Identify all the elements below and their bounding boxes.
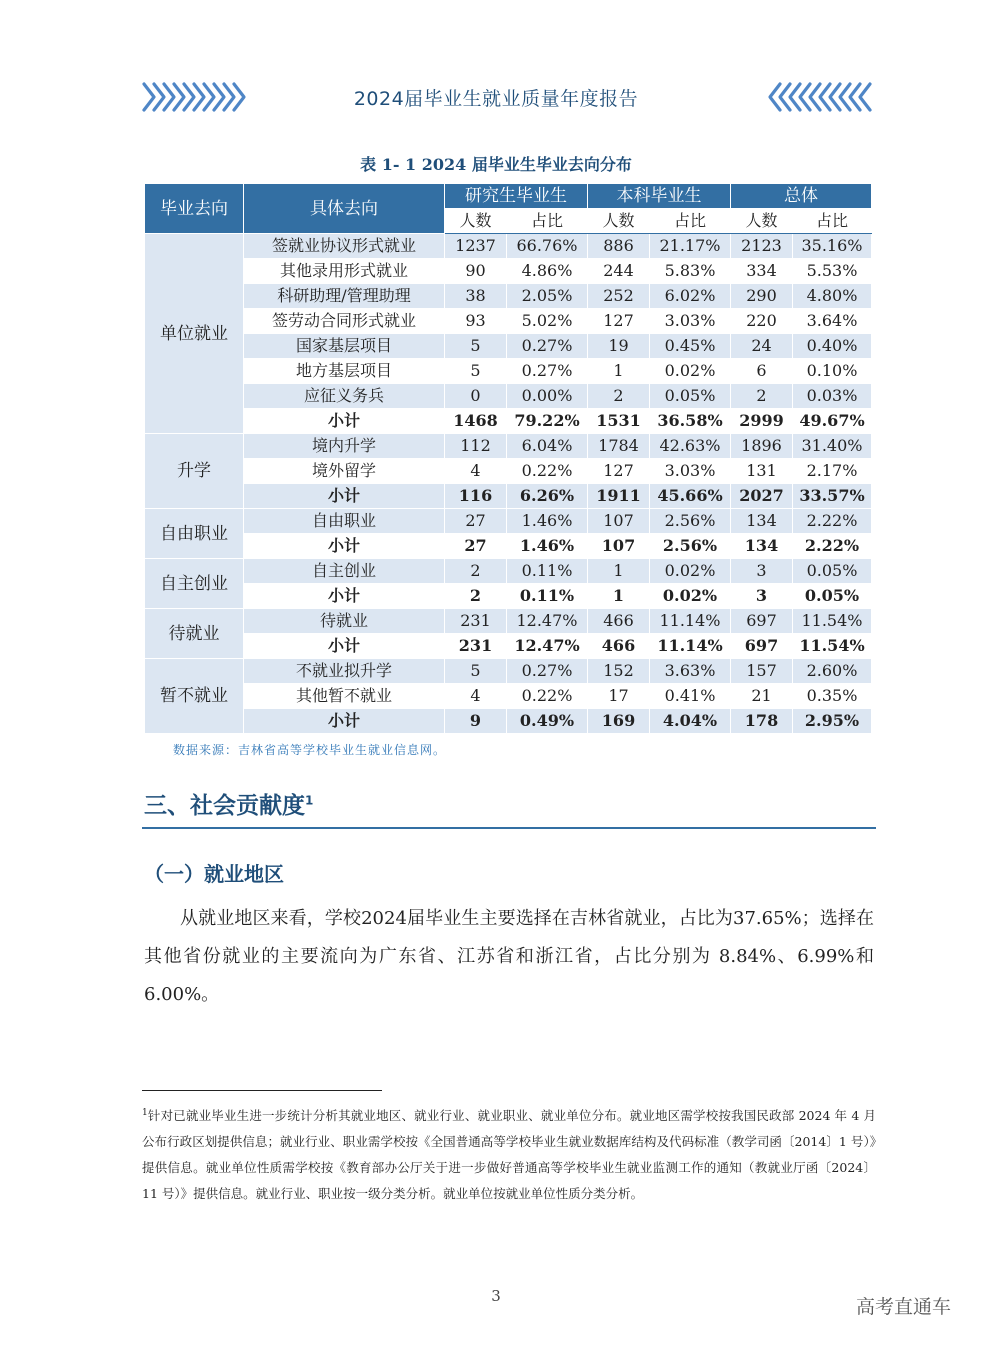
subsection-title: （一）就业地区: [144, 862, 284, 886]
count-cell: 127: [588, 309, 650, 334]
ratio-cell: 3.64%: [793, 309, 872, 334]
ratio-cell: 0.11%: [507, 584, 588, 609]
count-cell: 127: [588, 459, 650, 484]
row-label: 其他录用形式就业: [244, 259, 445, 284]
count-cell: 169: [588, 709, 650, 734]
header-ratio: 占比: [793, 209, 872, 234]
ratio-cell: 0.03%: [793, 384, 872, 409]
ratio-cell: 5.53%: [793, 259, 872, 284]
row-label: 小计: [244, 584, 445, 609]
subtotal-row: [145, 534, 872, 559]
subtotal-row: [145, 634, 872, 659]
count-cell: 290: [731, 284, 793, 309]
header-count: 人数: [445, 209, 507, 234]
count-cell: 244: [588, 259, 650, 284]
watermark: 高考直通车: [856, 1296, 952, 1318]
ratio-cell: 1.46%: [507, 509, 588, 534]
table-row: [145, 359, 872, 384]
row-label: 不就业拟升学: [244, 659, 445, 684]
table-row: [145, 384, 872, 409]
ratio-cell: 1.46%: [507, 534, 588, 559]
row-label: 境内升学: [244, 434, 445, 459]
ratio-cell: 0.35%: [793, 684, 872, 709]
table-caption: 表 1- 1 2024 届毕业生毕业去向分布: [360, 155, 632, 174]
count-cell: 2: [445, 559, 507, 584]
count-cell: 134: [731, 509, 793, 534]
row-label: 小计: [244, 484, 445, 509]
count-cell: 2: [731, 384, 793, 409]
count-cell: 2: [588, 384, 650, 409]
ratio-cell: 6.04%: [507, 434, 588, 459]
group-label: 单位就业: [145, 234, 244, 434]
count-cell: 2123: [731, 234, 793, 259]
count-cell: 157: [731, 659, 793, 684]
ratio-cell: 12.47%: [507, 609, 588, 634]
count-cell: 5: [445, 659, 507, 684]
ratio-cell: 3.03%: [650, 459, 731, 484]
ratio-cell: 0.11%: [507, 559, 588, 584]
header-ratio: 占比: [650, 209, 731, 234]
row-label: 自由职业: [244, 509, 445, 534]
count-cell: 27: [445, 509, 507, 534]
count-cell: 134: [731, 534, 793, 559]
row-label: 小计: [244, 709, 445, 734]
ratio-cell: 36.58%: [650, 409, 731, 434]
ratio-cell: 11.14%: [650, 609, 731, 634]
table-row: [145, 609, 872, 634]
row-label: 自主创业: [244, 559, 445, 584]
ratio-cell: 66.76%: [507, 234, 588, 259]
chevron-pattern-right-icon: [764, 80, 872, 114]
count-cell: 178: [731, 709, 793, 734]
ratio-cell: 0.02%: [650, 359, 731, 384]
count-cell: 1911: [588, 484, 650, 509]
ratio-cell: 0.00%: [507, 384, 588, 409]
count-cell: 466: [588, 609, 650, 634]
ratio-cell: 6.02%: [650, 284, 731, 309]
ratio-cell: 2.56%: [650, 534, 731, 559]
footnote: [142, 1100, 876, 1207]
ratio-cell: 0.45%: [650, 334, 731, 359]
footnote-ref[interactable]: 1: [305, 793, 314, 808]
count-cell: 107: [588, 509, 650, 534]
ratio-cell: 2.95%: [793, 709, 872, 734]
ratio-cell: 0.41%: [650, 684, 731, 709]
table-row: [145, 509, 872, 534]
count-cell: 231: [445, 609, 507, 634]
count-cell: 112: [445, 434, 507, 459]
subtotal-row: [145, 709, 872, 734]
count-cell: 886: [588, 234, 650, 259]
count-cell: 220: [731, 309, 793, 334]
count-cell: 116: [445, 484, 507, 509]
row-label: 地方基层项目: [244, 359, 445, 384]
header-group-undergrad: 本科毕业生: [588, 184, 731, 209]
count-cell: 93: [445, 309, 507, 334]
header-ratio: 占比: [507, 209, 588, 234]
ratio-cell: 3.03%: [650, 309, 731, 334]
subtotal-row: [145, 584, 872, 609]
ratio-cell: 4.86%: [507, 259, 588, 284]
header-count: 人数: [588, 209, 650, 234]
table-row: [145, 284, 872, 309]
count-cell: 1531: [588, 409, 650, 434]
table-row: [145, 259, 872, 284]
count-cell: 1896: [731, 434, 793, 459]
table-row: [145, 234, 872, 259]
group-label: 暂不就业: [145, 659, 244, 734]
footnote-divider: [142, 1090, 382, 1091]
ratio-cell: 2.22%: [793, 534, 872, 559]
ratio-cell: 35.16%: [793, 234, 872, 259]
ratio-cell: 0.27%: [507, 659, 588, 684]
table-row: [145, 459, 872, 484]
row-label: 签就业协议形式就业: [244, 234, 445, 259]
count-cell: 27: [445, 534, 507, 559]
data-source-note: 数据来源：吉林省高等学校毕业生就业信息网。: [173, 743, 447, 757]
count-cell: 1237: [445, 234, 507, 259]
count-cell: 4: [445, 459, 507, 484]
count-cell: 231: [445, 634, 507, 659]
count-cell: 1784: [588, 434, 650, 459]
header-group-total: 总体: [731, 184, 872, 209]
count-cell: 9: [445, 709, 507, 734]
count-cell: 6: [731, 359, 793, 384]
ratio-cell: 0.22%: [507, 459, 588, 484]
ratio-cell: 2.17%: [793, 459, 872, 484]
row-label: 小计: [244, 634, 445, 659]
ratio-cell: 5.83%: [650, 259, 731, 284]
count-cell: 5: [445, 359, 507, 384]
ratio-cell: 4.80%: [793, 284, 872, 309]
row-label: 科研助理/管理助理: [244, 284, 445, 309]
ratio-cell: 21.17%: [650, 234, 731, 259]
ratio-cell: 11.54%: [793, 609, 872, 634]
ratio-cell: 4.04%: [650, 709, 731, 734]
count-cell: 1: [588, 559, 650, 584]
section-title-text: 三、社会贡献度: [144, 793, 305, 819]
ratio-cell: 2.56%: [650, 509, 731, 534]
count-cell: 17: [588, 684, 650, 709]
count-cell: 152: [588, 659, 650, 684]
ratio-cell: 0.02%: [650, 584, 731, 609]
ratio-cell: 0.05%: [793, 584, 872, 609]
ratio-cell: 11.14%: [650, 634, 731, 659]
ratio-cell: 42.63%: [650, 434, 731, 459]
page-number: 3: [491, 1287, 501, 1305]
count-cell: 2027: [731, 484, 793, 509]
table-row: [145, 434, 872, 459]
ratio-cell: 0.27%: [507, 359, 588, 384]
count-cell: 252: [588, 284, 650, 309]
ratio-cell: 2.05%: [507, 284, 588, 309]
count-cell: 24: [731, 334, 793, 359]
ratio-cell: 0.05%: [650, 384, 731, 409]
count-cell: 1: [588, 584, 650, 609]
header-specific: 具体去向: [244, 184, 445, 234]
ratio-cell: 2.22%: [793, 509, 872, 534]
section-divider: [142, 827, 876, 829]
row-label: 待就业: [244, 609, 445, 634]
count-cell: 466: [588, 634, 650, 659]
row-label: 境外留学: [244, 459, 445, 484]
report-title: 2024届毕业生就业质量年度报告: [353, 88, 639, 110]
header-count: 人数: [731, 209, 793, 234]
ratio-cell: 49.67%: [793, 409, 872, 434]
count-cell: 0: [445, 384, 507, 409]
body-paragraph: 从就业地区来看，学校2024届毕业生主要选择在吉林省就业，占比为37.65%；选择在其他省份就业的主要流向为广东省、江苏省和浙江省，占比分别为 8.84%、6.99%和 6.00%。: [144, 908, 874, 1005]
count-cell: 3: [731, 559, 793, 584]
row-label: 签劳动合同形式就业: [244, 309, 445, 334]
count-cell: 131: [731, 459, 793, 484]
table-row: [145, 684, 872, 709]
footnote-text: 针对已就业毕业生进一步统计分析其就业地区、就业行业、就业职业、就业单位分布。就业地区需学校按我国民政部 2024 年 4 月公布行政区划提供信息；就业行业、职业需学校按《全国普通高等学校毕业生就业数据库结构及代码标准（教学司函〔2014〕1 号）》提供信息。就业单位性质需学校按《教育部办公厅关于进一步做好普通高等学校毕业生就业监测工作的通知（教就业厅函〔2024〕11 号）》提供信息。就业行业、职业按一级分类分析。就业单位按就业单位性质分类分析。: [142, 1108, 876, 1202]
count-cell: 334: [731, 259, 793, 284]
count-cell: 5: [445, 334, 507, 359]
row-label: 其他暂不就业: [244, 684, 445, 709]
ratio-cell: 31.40%: [793, 434, 872, 459]
count-cell: 2999: [731, 409, 793, 434]
count-cell: 107: [588, 534, 650, 559]
destination-table: [144, 183, 872, 734]
ratio-cell: 6.26%: [507, 484, 588, 509]
count-cell: 3: [731, 584, 793, 609]
ratio-cell: 33.57%: [793, 484, 872, 509]
ratio-cell: 0.05%: [793, 559, 872, 584]
count-cell: 1: [588, 359, 650, 384]
group-label: 待就业: [145, 609, 244, 659]
ratio-cell: 0.10%: [793, 359, 872, 384]
ratio-cell: 11.54%: [793, 634, 872, 659]
ratio-cell: 0.40%: [793, 334, 872, 359]
ratio-cell: 79.22%: [507, 409, 588, 434]
row-label: 国家基层项目: [244, 334, 445, 359]
row-label: 小计: [244, 534, 445, 559]
ratio-cell: 0.27%: [507, 334, 588, 359]
section-title: [144, 787, 313, 820]
header-direction: 毕业去向: [145, 184, 244, 234]
row-label: 小计: [244, 409, 445, 434]
row-label: 应征义务兵: [244, 384, 445, 409]
count-cell: 21: [731, 684, 793, 709]
ratio-cell: 5.02%: [507, 309, 588, 334]
table-row: [145, 309, 872, 334]
header-group-graduate: 研究生毕业生: [445, 184, 588, 209]
count-cell: 1468: [445, 409, 507, 434]
count-cell: 19: [588, 334, 650, 359]
ratio-cell: 0.49%: [507, 709, 588, 734]
count-cell: 697: [731, 634, 793, 659]
ratio-cell: 45.66%: [650, 484, 731, 509]
table-row: [145, 334, 872, 359]
count-cell: 90: [445, 259, 507, 284]
table-row: [145, 659, 872, 684]
footnote-mark: 1: [142, 1108, 148, 1118]
group-label: 升学: [145, 434, 244, 509]
ratio-cell: 12.47%: [507, 634, 588, 659]
group-label: 自主创业: [145, 559, 244, 609]
count-cell: 697: [731, 609, 793, 634]
count-cell: 4: [445, 684, 507, 709]
group-label: 自由职业: [145, 509, 244, 559]
table-row: [145, 559, 872, 584]
count-cell: 2: [445, 584, 507, 609]
subtotal-row: [145, 409, 872, 434]
count-cell: 38: [445, 284, 507, 309]
ratio-cell: 2.60%: [793, 659, 872, 684]
ratio-cell: 0.02%: [650, 559, 731, 584]
subtotal-row: [145, 484, 872, 509]
ratio-cell: 0.22%: [507, 684, 588, 709]
ratio-cell: 3.63%: [650, 659, 731, 684]
